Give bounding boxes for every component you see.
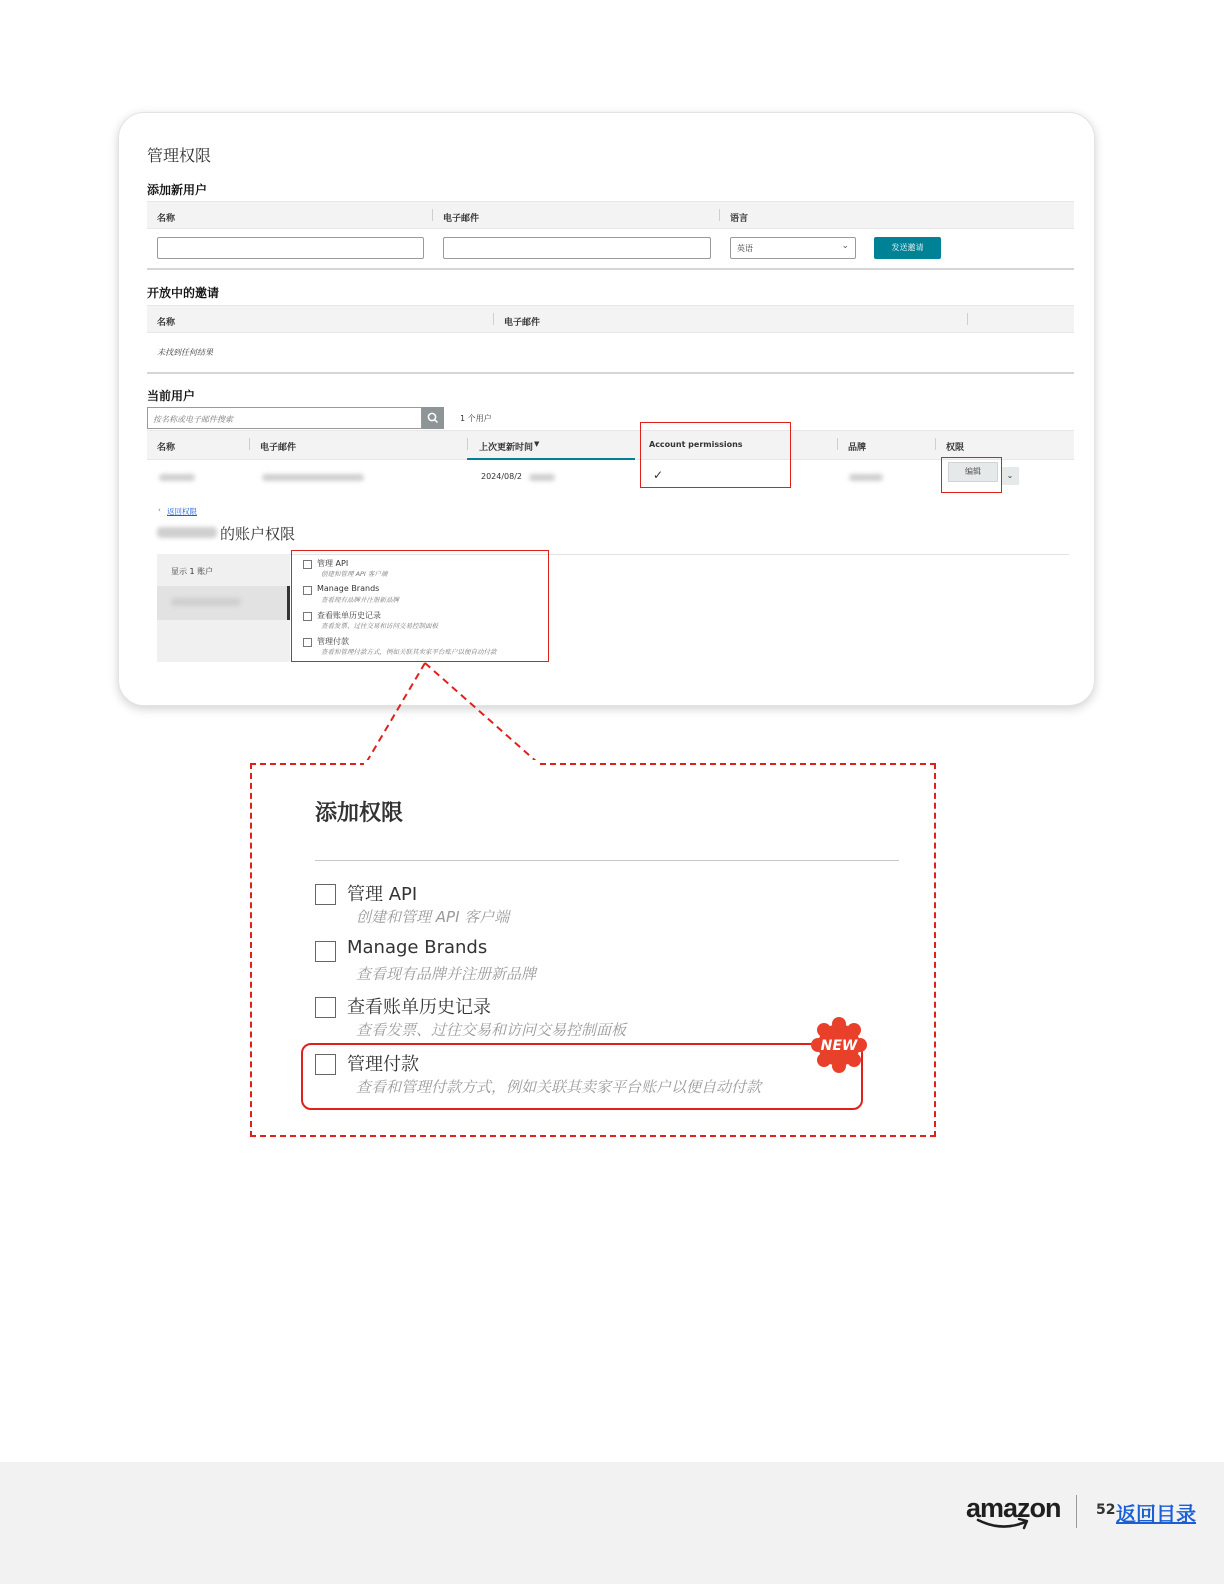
col-name: 名称 — [157, 318, 176, 328]
send-invite-button[interactable]: 发送邀请 — [874, 237, 941, 259]
permission-desc: 查看和管理付款方式，例如关联其卖家平台账户以便自动付款 — [356, 1078, 762, 1096]
amazon-smile-icon — [975, 1516, 1033, 1532]
divider — [1076, 1495, 1077, 1528]
permission-label: 查看账单历史记录 — [317, 611, 381, 620]
sort-down-icon: ▼ — [534, 440, 540, 448]
col-name: 名称 — [157, 443, 176, 453]
amazon-logo: amazon — [966, 1493, 1061, 1523]
page-title: 管理权限 — [147, 146, 212, 165]
permission-label: Manage Brands — [347, 937, 488, 958]
col-email: 电子邮件 — [504, 318, 541, 328]
permission-label: 管理付款 — [317, 637, 349, 646]
col-account-permissions: Account permissions — [649, 440, 743, 449]
account-permissions-title: 的账户权限 — [220, 525, 296, 543]
check-icon: ✓ — [653, 468, 664, 482]
current-users-heading: 当前用户 — [147, 389, 196, 403]
language-value: 英语 — [737, 244, 753, 253]
permission-desc: 查看现有品牌并注册新品牌 — [356, 965, 537, 983]
permission-desc: 查看发票、过往交易和访问交易控制面板 — [356, 1021, 627, 1039]
new-badge-text: NEW — [820, 1038, 858, 1054]
divider — [315, 860, 899, 861]
permission-desc: 创建和管理 API 客户端 — [321, 570, 388, 578]
highlight-manage-payments — [301, 1043, 863, 1110]
col-email: 电子邮件 — [443, 214, 480, 224]
chevron-left-icon: ‹ — [158, 506, 161, 514]
add-user-heading: 添加新用户 — [147, 183, 208, 197]
col-last-updated[interactable]: 上次更新时间 — [479, 443, 534, 453]
permission-desc: 查看现有品牌并注册新品牌 — [321, 596, 399, 604]
checkbox[interactable] — [315, 941, 336, 962]
open-invites-heading: 开放中的邀请 — [147, 286, 220, 300]
empty-results-text: 未找到任何结果 — [157, 348, 213, 357]
row-last-updated: 2024/08/2 — [481, 472, 523, 481]
back-to-contents-link[interactable]: 返回目录 — [1116, 1502, 1196, 1526]
permission-label: Manage Brands — [317, 584, 380, 593]
permission-label: 管理付款 — [347, 1054, 419, 1075]
col-permissions: 权限 — [946, 443, 965, 453]
permission-label: 查看账单历史记录 — [347, 997, 491, 1018]
page-number: 52 — [1096, 1502, 1116, 1518]
permission-label: 管理 API — [347, 884, 418, 905]
add-permissions-title: 添加权限 — [315, 801, 404, 826]
zoom-panel-gap — [364, 760, 540, 766]
user-search-input[interactable]: 按名称或电子邮件搜索 — [147, 407, 422, 429]
col-language: 语言 — [730, 214, 749, 224]
checkbox[interactable] — [315, 997, 336, 1018]
col-email: 电子邮件 — [260, 443, 297, 453]
permission-desc: 查看和管理付款方式，例如关联其卖家平台账户以便自动付款 — [321, 648, 497, 656]
permission-label: 管理 API — [317, 559, 349, 568]
chevron-down-icon[interactable]: ⌄ — [1001, 467, 1019, 485]
checkbox[interactable] — [315, 884, 336, 905]
col-name: 名称 — [157, 214, 176, 224]
chevron-down-icon: ⌄ — [841, 241, 849, 251]
permission-desc: 查看发票、过往交易和访问交易控制面板 — [321, 622, 438, 630]
permission-desc: 创建和管理 API 客户端 — [356, 908, 510, 926]
edit-button[interactable]: 编辑 — [948, 462, 998, 482]
new-badge-icon — [810, 1016, 868, 1074]
show-accounts-label: 显示 1 账户 — [171, 567, 214, 576]
back-to-permissions-link[interactable]: 返回权限 — [167, 507, 197, 516]
user-count: 1 个用户 — [460, 414, 492, 423]
col-brand: 品牌 — [848, 443, 867, 453]
